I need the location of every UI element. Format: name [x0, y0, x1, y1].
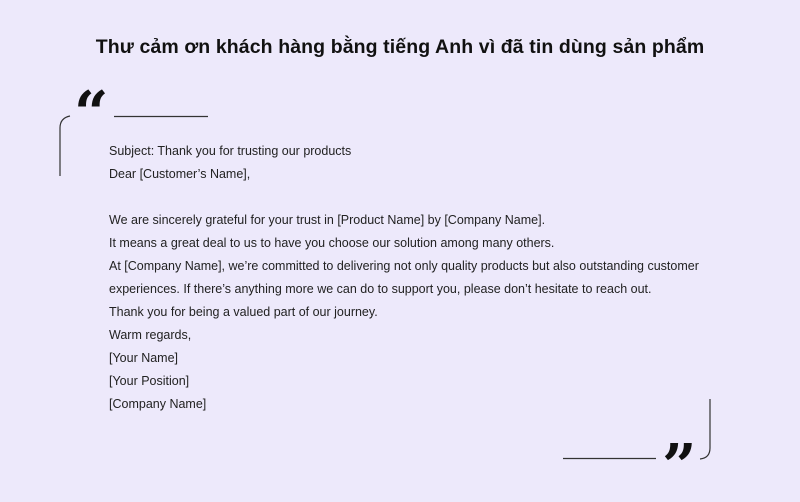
letter-closing: Warm regards,	[109, 328, 192, 342]
letter-greeting: Dear [Customer’s Name],	[109, 167, 251, 181]
page-title: Thư cảm ơn khách hàng bằng tiếng Anh vì đã tin dùng sản phẩm	[95, 36, 705, 58]
letter-body	[109, 140, 749, 416]
signature-company: [Company Name]	[109, 397, 207, 411]
letter-line: It means a great deal to us to have you choose our solution among many others.	[109, 236, 555, 250]
open-quote-icon: “	[74, 79, 109, 149]
signature-position: [Your Position]	[109, 374, 190, 388]
close-quote-icon: ”	[662, 432, 697, 502]
letter-line: experiences. If there’s anything more we can do to support you, please don’t hesitate to reach out.	[109, 282, 652, 296]
letter-line: Thank you for being a valued part of our journey.	[109, 305, 378, 319]
letter-line: We are sincerely grateful for your trust in [Product Name] by [Company Name].	[109, 213, 546, 227]
letter-line: At [Company Name], we’re committed to delivering not only quality products but also outstanding customer	[109, 259, 699, 273]
letter-subject: Subject: Thank you for trusting our products	[109, 144, 352, 158]
signature-name: [Your Name]	[109, 351, 179, 365]
left-corner-line	[60, 116, 70, 176]
paragraph-gap	[109, 186, 749, 209]
